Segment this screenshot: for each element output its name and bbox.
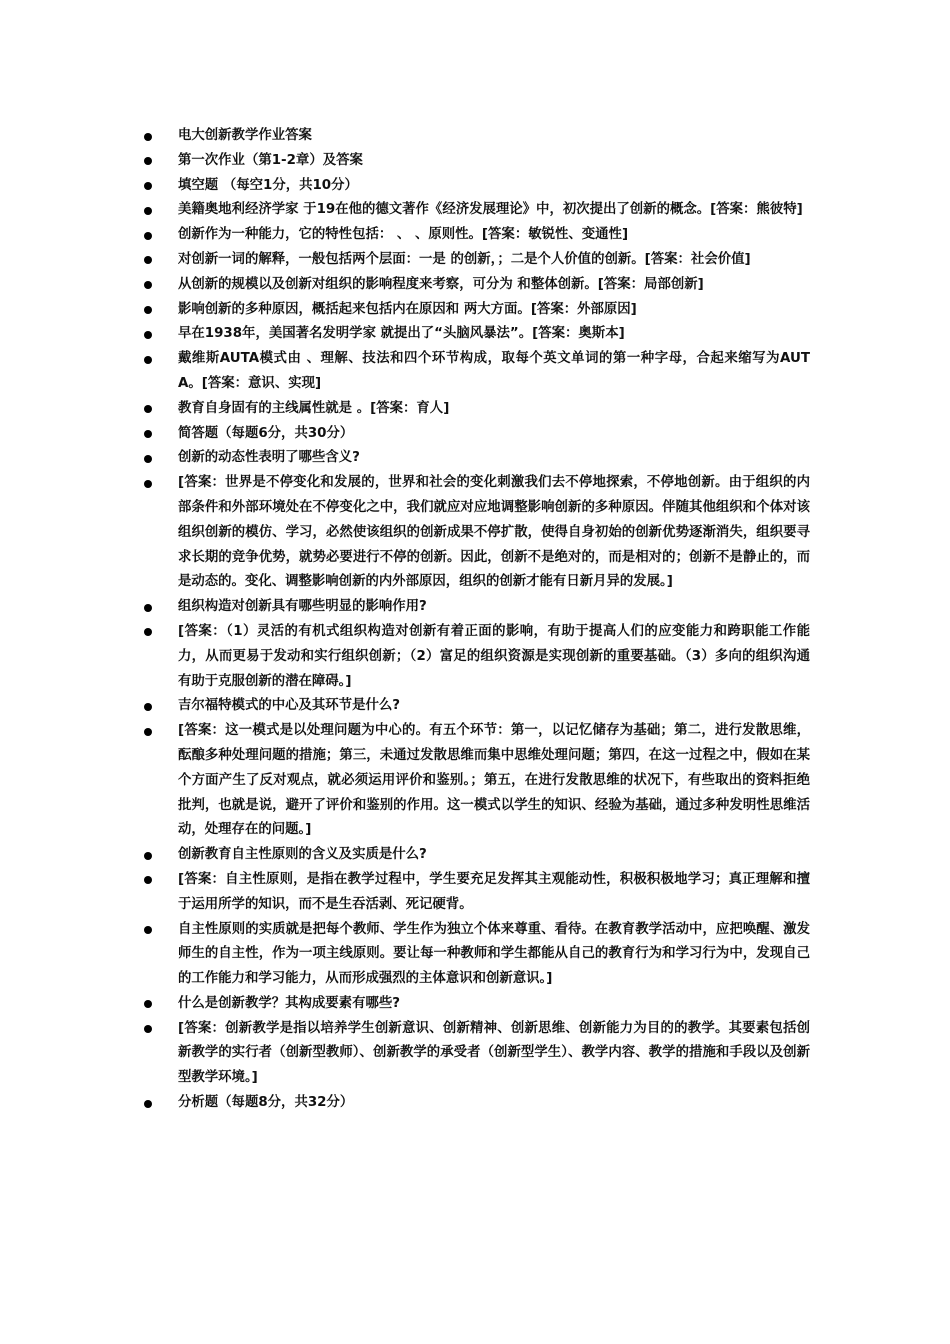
list-item-text: 填空题 （每空1分，共10分） [178,177,358,193]
list-item [140,298,810,323]
bullet-icon [144,852,152,860]
list-item-text: [答案：（1）灵活的有机式组织构造对创新有着正面的影响，有助于提高人们的应变能力和跨职能工作能力，从而更易于发动和实行组织创新；（2）富足的组织资源是实现创新的重要基础。（3）多向的组织沟通有助于克服创新的潜在障碍。] [178,623,810,689]
list-item-text: 分析题（每题8分，共32分） [178,1095,354,1111]
list-item [140,446,810,471]
bullet-icon [144,480,152,488]
list-item [140,198,810,223]
list-item [140,347,810,397]
bullet-icon [144,157,152,165]
list-item [140,918,810,992]
list-item-text: 简答题（每题6分，共30分） [178,425,354,441]
bullet-icon [144,232,152,240]
list-item-text: 第一次作业（第1-2章）及答案 [178,152,363,168]
list-item-text: 创新的动态性表明了哪些含义? [178,450,360,466]
list-item-text: [答案：自主性原则，是指在教学过程中，学生要充足发挥其主观能动性，积极积极地学习；真正理解和擅于运用所学的知识，而不是生吞活剥、死记硬背。 [178,871,810,912]
list-item-text: 教育自身固有的主线属性就是 。[答案：育人] [178,400,450,416]
list-item-text: 组织构造对创新具有哪些明显的影响作用? [178,599,427,615]
list-item [140,422,810,447]
list-item-text: 影响创新的多种原因，概括起来包括内在原因和 两大方面。[答案：外部原因] [178,301,637,317]
list-item-text: [答案：创新教学是指以培养学生创新意识、创新精神、创新思维、创新能力为目的的教学。其要素包括创新教学的实行者（创新型教师）、创新教学的承受者（创新型学生）、教学内容、教学的措施和手段以及创新型教学环境。] [178,1020,810,1086]
list-item [140,1091,810,1116]
list-item-text: 从创新的规模以及创新对组织的影响程度来考察，可分为 和整体创新。[答案：局部创新] [178,276,704,292]
bullet-icon [144,1100,152,1108]
bullet-icon [144,356,152,364]
list-item [140,322,810,347]
list-item [140,149,810,174]
bullet-icon [144,703,152,711]
list-item [140,595,810,620]
list-item-text: 创新教育自主性原则的含义及实质是什么? [178,847,427,863]
list-item-text: [答案：这一模式是以处理问题为中心的。有五个环节：第一，以记忆储存为基础；第二，进行发散思维，酝酿多种处理问题的措施；第三，未通过发散思维而集中思维处理问题；第四，在这一过程之中，假如在某个方面产生了反对观点，就必须运用评价和鉴别。；第五，在进行发散思维的状况下，有些取出的资料拒绝批判，也就是说，避开了评价和鉴别的作用。这一模式以学生的知识、经验为基础，通过多种发明性思维活动，处理存在的问题。] [178,723,810,838]
list-item-text: [答案：世界是不停变化和发展的，世界和社会的变化刺激我们去不停地探索，不停地创新。由于组织的内部条件和外部环境处在不停变化之中，我们就应对应地调整影响创新的多种原因。伴随其他组织和个体对该组织创新的模仿、学习，必然使该组织的创新成果不停扩散，使得自身初始的创新优势逐渐消失，组织要寻求长期的竞争优势，就势必要进行不停的创新。因此，创新不是绝对的，而是相对的；创新不是静止的，而是动态的。变化、调整影响创新的内外部原因，组织的创新才能有日新月异的发展。] [178,475,810,590]
list-item [140,471,810,595]
list-item-text: 自主性原则的实质就是把每个教师、学生作为独立个体来尊重、看待。在教育教学活动中，应把唤醒、激发师生的自主性，作为一项主线原则。要让每一种教师和学生都能从自己的教育行为和学习行为中，发现自己的工作能力和学习能力，从而形成强烈的主体意识和创新意识。] [178,921,810,987]
list-item-text: 戴维斯AUTA模式由 、理解、技法和四个环节构成，取每个英文单词的第一种字母，合起来缩写为AUTA。[答案：意识、实现] [178,351,810,391]
bullet-icon [144,306,152,314]
list-item [140,620,810,694]
list-item-text: 对创新一词的解释，一般包括两个层面：一是 的创新，；二是个人价值的创新。[答案：社会价值] [178,251,751,267]
bullet-icon [144,728,152,736]
list-item-text: 电大创新教学作业答案 [178,128,312,143]
list-item [140,992,810,1017]
bullet-icon [144,133,152,141]
bullet-icon [144,1025,152,1033]
list-item-text: 早在1938年，美国著名发明学家 就提出了“头脑风暴法”。[答案：奥斯本] [178,326,625,342]
bullet-icon [144,256,152,264]
bullet-icon [144,207,152,215]
list-item-text: 什么是创新教学？其构成要素有哪些? [178,995,401,1011]
bullet-icon [144,405,152,413]
bullet-icon [144,430,152,438]
list-item [140,719,810,843]
bullet-icon [144,455,152,463]
list-item [140,248,810,273]
list-item [140,273,810,298]
bullet-icon [144,331,152,339]
bullet-list [140,124,810,1116]
list-item [140,694,810,719]
list-item [140,868,810,918]
bullet-icon [144,926,152,934]
bullet-icon [144,281,152,289]
bullet-icon [144,182,152,190]
bullet-icon [144,1000,152,1008]
bullet-icon [144,628,152,636]
list-item [140,843,810,868]
list-item [140,397,810,422]
bullet-icon [144,876,152,884]
list-item [140,1017,810,1091]
list-item-text: 创新作为一种能力，它的特性包括： 、 、原则性。[答案：敏锐性、变通性] [178,227,629,243]
list-item [140,174,810,199]
list-item [140,124,810,149]
list-item-text: 吉尔福特模式的中心及其环节是什么? [178,698,401,714]
bullet-icon [144,604,152,612]
list-item-text: 美籍奥地利经济学家 于19在他的德文著作《经济发展理论》中，初次提出了创新的概念。[答案：熊彼特] [178,202,803,218]
list-item [140,223,810,248]
